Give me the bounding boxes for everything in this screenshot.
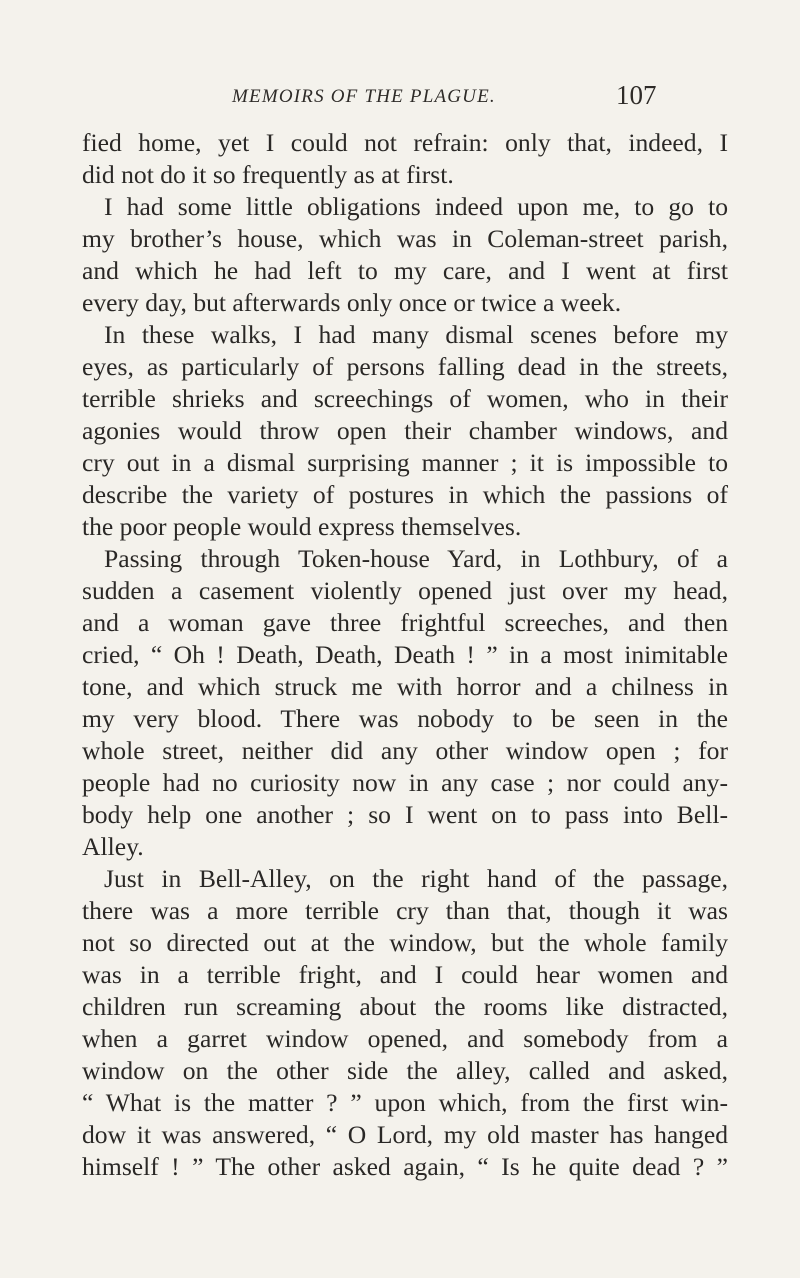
text-line: describe the variety of postures in which the passions of [82,480,728,509]
text-line: my brother’s house, which was in Coleman-street parish, [82,224,728,253]
text-line: whole street, neither did any other window open ; for [82,736,728,765]
text-line: and a woman gave three frightful screeches, and then [82,608,728,637]
text-line: was in a terrible fright, and I could hear women and [82,960,728,989]
text-line: In these walks, I had many dismal scenes before my [104,320,728,349]
text-line: himself ! ” The other asked again, “ Is he quite dead ? ” [82,1152,728,1181]
text-line: tone, and which struck me with horror and a chilness in [82,672,728,701]
text-line: not so directed out at the window, but the whole family [82,928,728,957]
text-line: cried, “ Oh ! Death, Death, Death ! ” in a most inimitable [82,640,728,669]
text-line: did not do it so frequently as at first. [82,160,454,189]
text-line: I had some little obligations indeed upon me, to go to [104,192,728,221]
text-line: children run screaming about the rooms like distracted, [82,992,728,1021]
text-line: the poor people would express themselves. [82,512,522,541]
text-line: Just in Bell-Alley, on the right hand of the passage, [104,864,728,893]
text-line: people had no curiosity now in any case ; nor could any- [82,768,728,797]
text-line: agonies would throw open their chamber windows, and [82,416,728,445]
text-line: “ What is the matter ? ” upon which, from the first win- [82,1088,728,1117]
text-line: fied home, yet I could not refrain: only that, indeed, I [82,128,728,157]
text-line: Passing through Token-house Yard, in Lothbury, of a [104,544,728,573]
text-line: sudden a casement violently opened just over my head, [82,576,728,605]
running-title: MEMOIRS OF THE PLAGUE. [232,86,496,107]
text-line: dow it was answered, “ O Lord, my old master has hanged [82,1120,728,1149]
text-line: window on the other side the alley, called and asked, [82,1056,728,1085]
text-line: every day, but afterwards only once or twice a week. [82,288,622,317]
text-line: body help one another ; so I went on to pass into Bell- [82,800,728,829]
text-line: when a garret window opened, and somebody from a [82,1024,728,1053]
text-line: and which he had left to my care, and I went at first [82,256,728,285]
text-line: my very blood. There was nobody to be seen in the [82,704,728,733]
text-line: cry out in a dismal surprising manner ; it is impossible to [82,448,728,477]
body-text [82,127,728,1183]
text-line: eyes, as particularly of persons falling dead in the streets, [82,352,728,381]
page-number: 107 [616,80,657,110]
text-line: Alley. [82,832,144,861]
running-head [0,82,800,112]
text-line: there was a more terrible cry than that, though it was [82,896,728,925]
text-line: terrible shrieks and screechings of women, who in their [82,384,728,413]
